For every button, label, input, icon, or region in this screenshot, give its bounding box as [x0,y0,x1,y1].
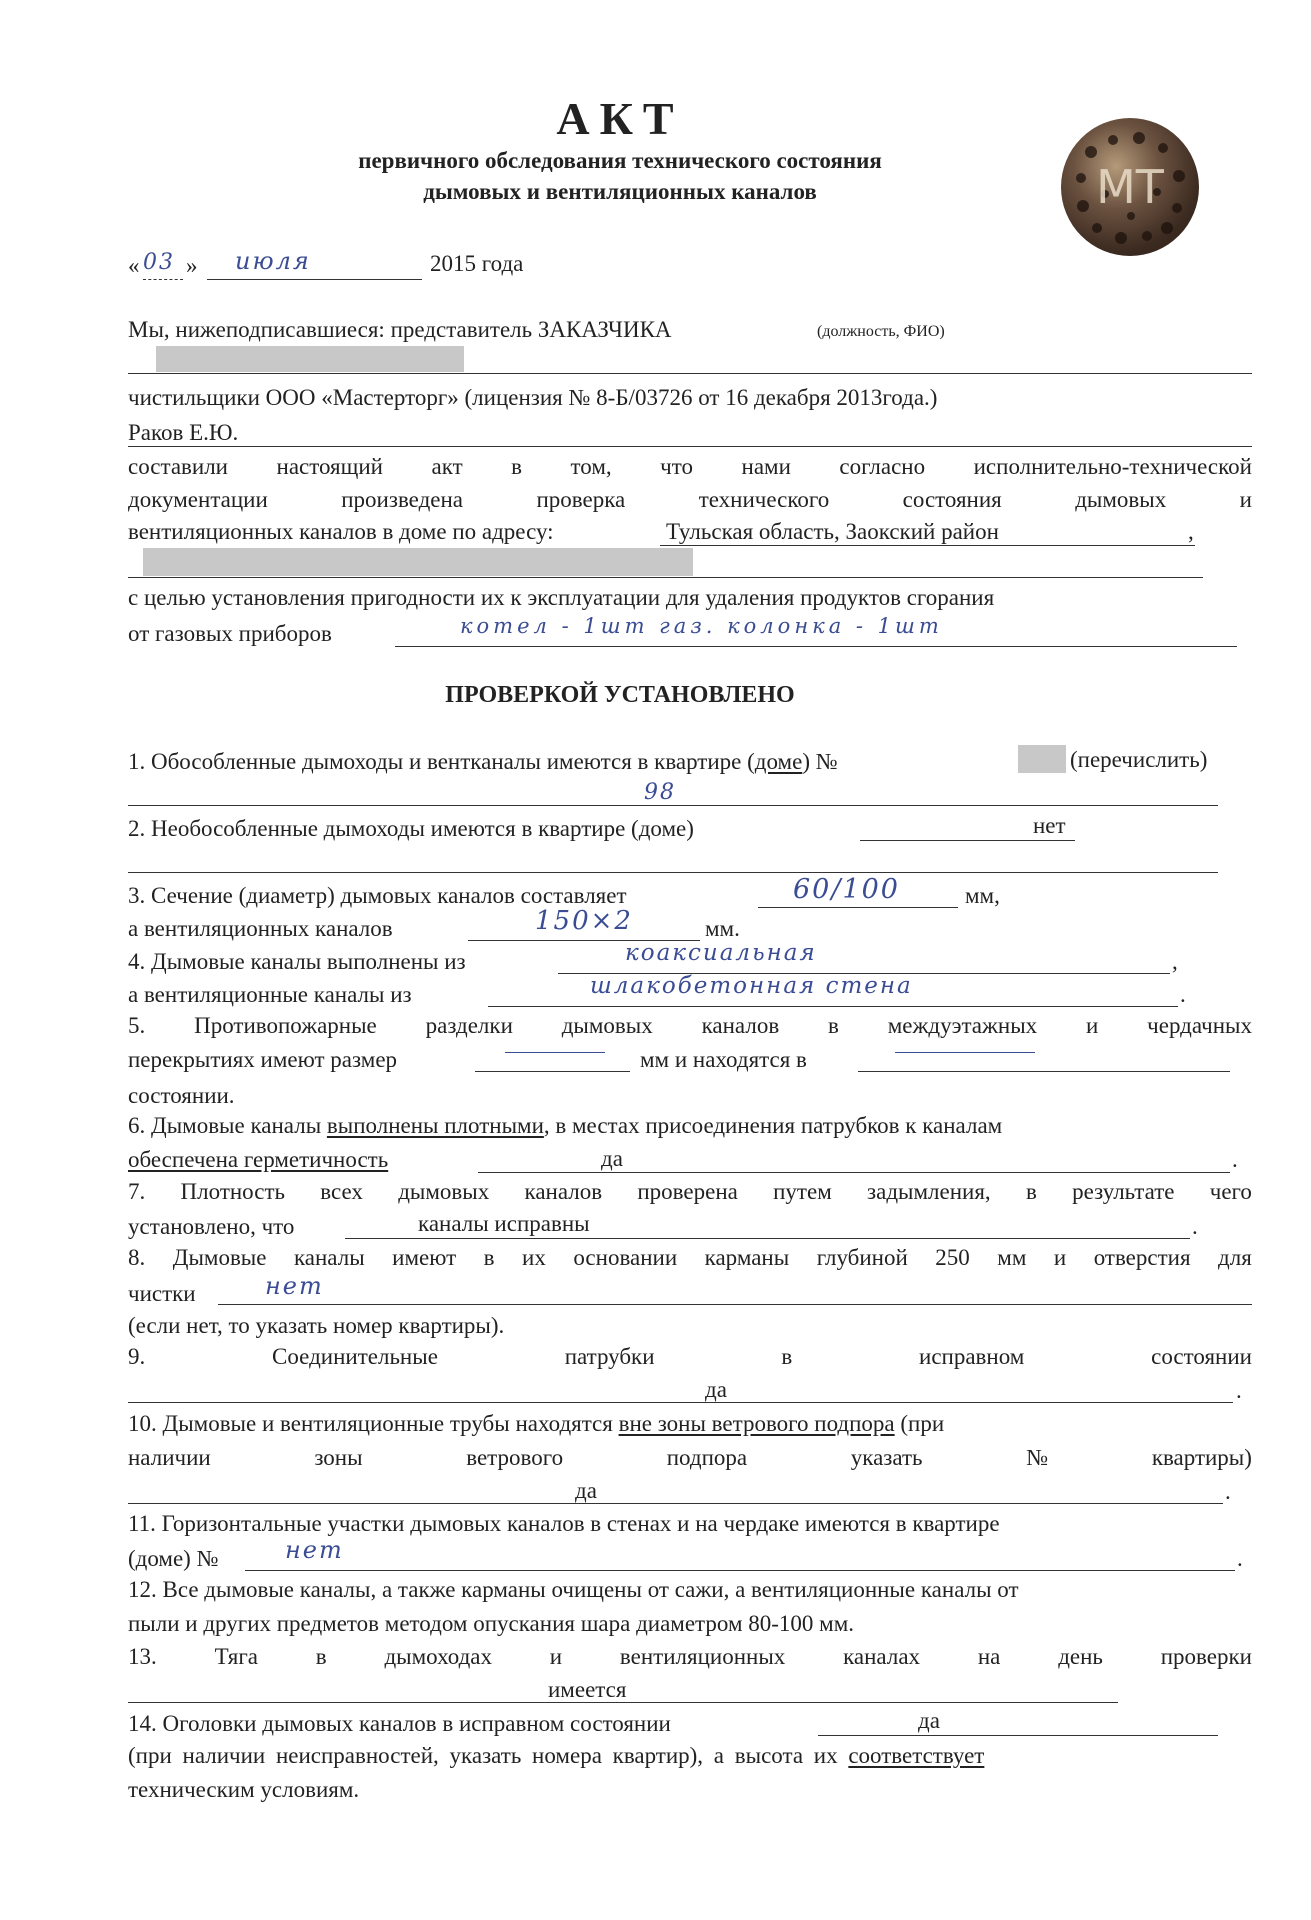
item4-handwritten: коаксиальная [625,940,817,966]
item5-state-dash [895,1052,1035,1053]
item2-value: нет [1033,813,1066,838]
item12-line1: 12. Все дымовые каналы, а также карманы очищены от сажи, а вентиляционные каналы от [128,1577,1019,1602]
item3-text: 3. Сечение (диаметр) дымовых каналов составляет [128,883,627,908]
item5-line3: состоянии. [128,1083,235,1108]
intro-para1-line3: вентиляционных каналов в доме по адресу: [128,519,554,544]
item12-line2: пыли и других предметов методом опускания шара диаметром 80-100 мм. [128,1611,855,1636]
item6-value: да [601,1146,623,1171]
item2-underline2 [128,872,1218,873]
purpose-line1: с целью установления пригодности их к эксплуатации для удаления продуктов сгорания [128,585,995,610]
date-close-quote: » [186,253,198,278]
item8-handwritten: нет [265,1272,324,1300]
item13-line1: 13. Тяга в дымоходах и вентиляционных каналах на день проверки [128,1644,1252,1669]
item6-line2: обеспечена герметичность [128,1147,389,1172]
item2-underline [860,840,1075,841]
purpose-underline [395,646,1237,647]
address-underline [660,545,1195,546]
section-title: ПРОВЕРКОЙ УСТАНОВЛЕНО [445,682,795,708]
intro-line2: чистильщики ООО «Мастерторг» (лицензия № 8-Б/03726 от 16 декабря 2013года.) [128,385,938,410]
address-comma: , [1188,519,1194,544]
date-year: 2015 года [430,251,524,276]
intro-line3: Раков Е.Ю. [128,420,239,445]
item10-value: да [575,1478,597,1503]
item8-line3: (если нет, то указать номер квартиры). [128,1313,505,1338]
address-value: Тульская область, Заокский район [666,519,999,544]
item13-underline [128,1702,1118,1703]
item14-line3: техническим условиям. [128,1777,360,1802]
item8-line1: 8. Дымовые каналы имеют в их основании карманы глубиной 250 мм и отверстия для [128,1245,1252,1270]
customer-underline [128,373,1252,374]
address-line2-underline [128,577,1203,578]
item4-text: 4. Дымовые каналы выполнены из [128,949,466,974]
intro-para1-line2: документации произведена проверка технического состояния дымовых и [128,487,1252,512]
item7-line2: установлено, что [128,1214,295,1239]
item14-underline [818,1735,1218,1736]
item7-line1: 7. Плотность всех дымовых каналов проверена путем задымления, в результате чего [128,1179,1252,1204]
item5-line1: 5. Противопожарные разделки дымовых каналов в междуэтажных и чердачных [128,1013,1252,1038]
item10-line1: 10. Дымовые и вентиляционные трубы находятся вне зоны ветрового подпора (при [128,1411,945,1436]
date-day-handwritten: 03 [143,250,175,275]
date-month-underline [207,279,422,280]
item5-size-underline [475,1071,630,1072]
item6-underline [478,1172,1230,1173]
date-day-underline [143,279,183,280]
item5-line2a: перекрытиях имеют размер [128,1047,398,1072]
item10-underline [128,1503,1223,1504]
item11-handwritten: нет [285,1536,344,1564]
item3-vent-handwritten: 150×2 [535,906,633,936]
item11-underline [245,1570,1235,1571]
item3-vent-unit: мм. [705,916,740,941]
purpose-handwritten: котел - 1шт газ. колонка - 1шт [460,614,943,638]
item5-state-underline [858,1071,1230,1072]
item4-vent-handwritten: шлакобетонная стена [590,973,913,999]
item4-vent-end: . [1180,982,1186,1007]
item6-end: . [1232,1147,1238,1172]
item14-line1: 14. Оголовки дымовых каналов в исправном состоянии [128,1711,671,1736]
hologram-stamp [1061,118,1199,256]
item7-value: каналы исправны [418,1211,590,1236]
item3-handwritten: 60/100 [793,874,900,905]
item1-underline [128,805,1218,806]
item11-line1: 11. Горизонтальные участки дымовых каналов в стенах и на чердаке имеются в квартире [128,1511,1000,1536]
item2-text: 2. Необособленные дымоходы имеются в квартире (доме) [128,816,694,841]
document-subtitle-line2: дымовых и вентиляционных каналов [423,179,817,204]
document-subtitle-line1: первичного обследования технического состояния [358,148,882,173]
item14-value: да [918,1708,940,1733]
item10-line2: наличии зоны ветрового подпора указать № квартиры) [128,1445,1252,1470]
redacted-customer-name [156,346,464,372]
item3-vent-text: а вентиляционных каналов [128,916,393,941]
item1-text: 1. Обособленные дымоходы и вентканалы имеются в квартире (доме) № [128,749,838,774]
item5-size-dash [505,1052,605,1053]
date-month-handwritten: июля [235,247,311,275]
item4-vent-text: а вентиляционные каналы из [128,982,412,1007]
item14-line2: (при наличии неисправностей, указать номера квартир), а высота их соответствует [128,1743,985,1768]
item9-end: . [1236,1378,1242,1403]
redacted-address [143,548,693,576]
stamp-text: МТ [1096,160,1164,214]
item9-underline [128,1402,1233,1403]
intro-line3-underline [128,446,1252,447]
item8-line2: чистки [128,1281,196,1306]
date-open-quote: « [128,253,140,278]
item6-line1: 6. Дымовые каналы выполнены плотными, в местах присоединения патрубков к каналам [128,1113,1003,1138]
item5-line2b: мм и находятся в [640,1047,807,1072]
item13-value: имеется [548,1677,627,1702]
item11-end: . [1237,1546,1243,1571]
item10-end: . [1225,1479,1231,1504]
item9-line1: 9. Соединительные патрубки в исправном состоянии [128,1344,1252,1369]
purpose-line2: от газовых приборов [128,621,332,646]
item1-handwritten: 98 [644,780,676,805]
redacted-apartment [1018,745,1066,773]
item4-comma: , [1172,949,1178,974]
item11-line2: (доме) № [128,1546,219,1571]
intro-line1-note: (должность, ФИО) [817,323,945,340]
item3-unit: мм, [965,883,1000,908]
item3-underline [758,907,958,908]
item8-underline [218,1304,1252,1305]
item7-end: . [1192,1214,1198,1239]
intro-para1-line1: составили настоящий акт в том, что нами согласно исполнительно-технической [128,454,1252,479]
item7-underline [345,1238,1190,1239]
item1-enumerate: (перечислить) [1070,747,1208,772]
item4-vent-underline [488,1006,1178,1007]
document-title: АКТ [556,93,684,144]
item9-value: да [705,1377,727,1402]
intro-line1: Мы, нижеподписавшиеся: представитель ЗАКАЗЧИКА [128,317,672,342]
